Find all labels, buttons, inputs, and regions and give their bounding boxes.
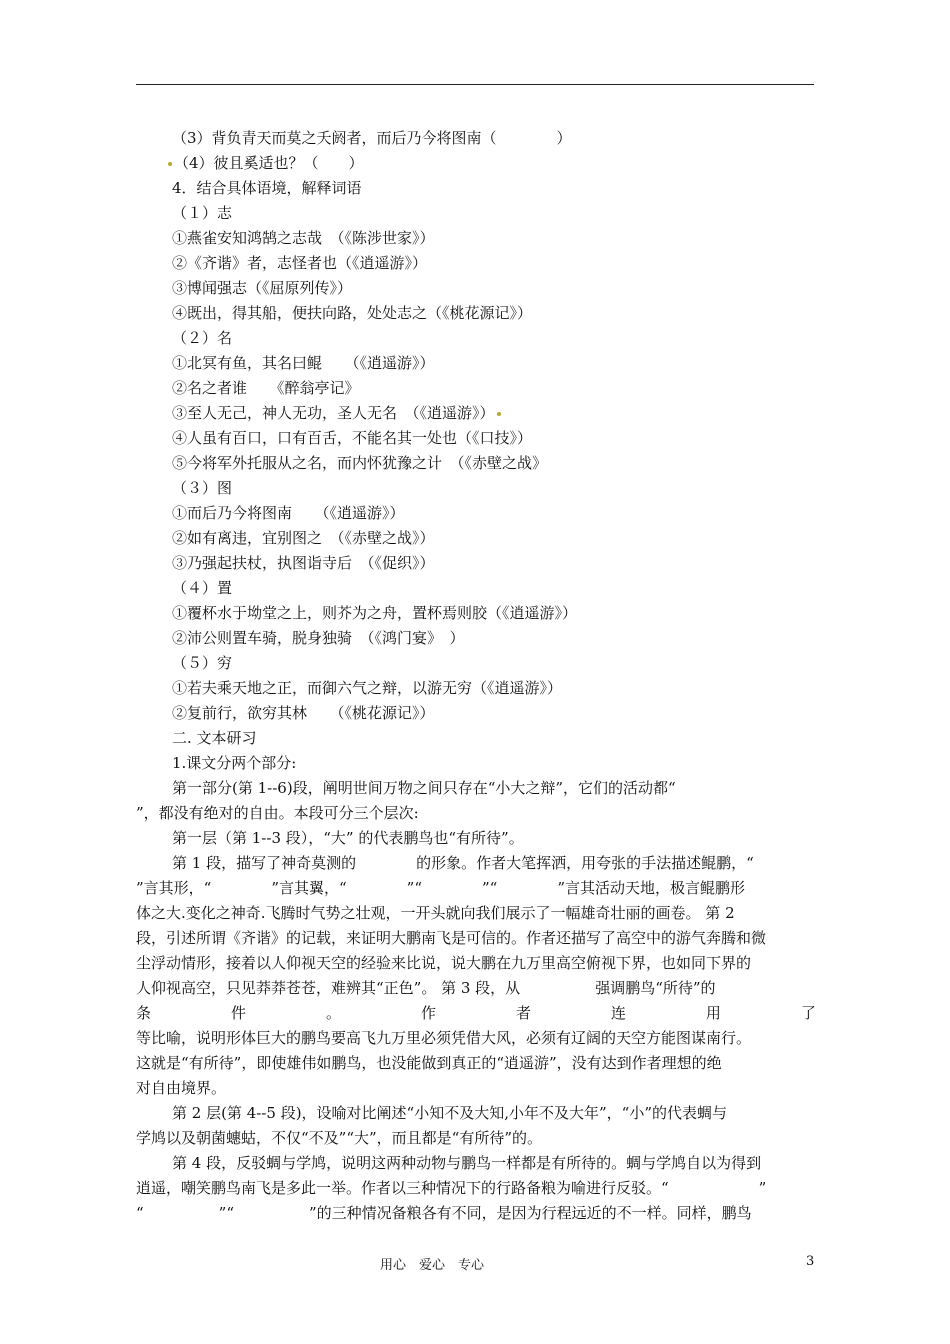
text-line: 第 2 层(第 4--5 段)，设喻对比阐述“小知不及大知,小年不及大年”，“小”的代表蜩与 <box>172 1104 727 1122</box>
text-line: ③博闻强志（《屈原列传》） <box>172 279 353 297</box>
text-span: ③至人无己，神人无功，圣人无名 （《逍遥游》） <box>172 404 495 422</box>
text-line: ①燕雀安知鸿鹄之志哉 （《陈涉世家》） <box>172 229 435 247</box>
text-line: ①北冥有鱼，其名曰鲲 （《逍遥游》） <box>172 354 435 372</box>
text-line: （１）志 <box>172 204 233 222</box>
text-line: ②沛公则置车骑，脱身独骑 （《鸿门宴》 ） <box>172 629 465 647</box>
section-heading: 二. 文本研习 <box>172 729 257 747</box>
text-line: 1.课文分两个部分: <box>172 754 297 772</box>
text-line: ②复前行，欲穷其林 （《桃花源记》） <box>172 704 435 722</box>
text-span: 件 <box>230 1004 246 1022</box>
spread-line <box>136 1001 816 1026</box>
text-line: 第一层（第 1--3 段），“大” 的代表鹏鸟也“有所待”。 <box>172 829 524 847</box>
text-line: 尘浮动情形，接着以人仰视天空的经验来比说，说大鹏在九万里高空俯视下界，也如同下界的 <box>136 954 752 972</box>
text-line: ②《齐谐》者，志怪者也（《逍遥游》） <box>172 254 428 272</box>
text-line: 第 4 段，反驳蜩与学鸠，说明这两种动物与鹏鸟一样都是有所待的。蜩与学鸠自以为得到 <box>172 1154 762 1172</box>
text-line: ”，都没有绝对的自由。本段可分三个层次: <box>136 804 419 822</box>
text-span: 用 <box>705 1004 721 1022</box>
text-line: 体之大.变化之神奇.飞腾时气势之壮观，一开头就向我们展示了一幅雄奇壮丽的画卷。 第 2 <box>136 904 735 922</box>
text-span: （4）彼且奚适也？（ ） <box>174 154 364 172</box>
text-line: ①而后乃今将图南 （《逍遥游》） <box>172 504 405 522</box>
mark-dot-icon <box>497 412 501 416</box>
text-span: 条 <box>136 1004 152 1022</box>
text-line: （４）置 <box>172 579 233 597</box>
text-line: 这就是“有所待”，即使雄伟如鹏鸟，也没能做到真正的“逍遥游”，没有达到作者理想的绝 <box>136 1054 722 1072</box>
text-line: ③乃强起扶杖，执图诣寺后 （《促织》） <box>172 554 435 572</box>
text-line: ②如有离违，宜别图之 （《赤壁之战》） <box>172 529 435 547</box>
text-line: ④既出，得其船，便扶向路，处处志之（《桃花源记》） <box>172 304 533 322</box>
text-line: （３）图 <box>172 479 233 497</box>
footer-text: 用心 爱心 专心 <box>380 1258 485 1273</box>
text-line: ②名之者谁 《醉翁亭记》 <box>172 379 360 397</box>
text-line: 人仰视高空，只见莽莽苍苍，难辨其“正色”。 第 3 段，从 强调鹏鸟“所待”的 <box>136 979 716 997</box>
text-line: ④人虽有百口，口有百舌，不能名其一处也（《口技》） <box>172 429 533 447</box>
page-number: 3 <box>806 1254 815 1269</box>
text-line: （２）名 <box>172 329 233 347</box>
text-line: ①若夫乘天地之正，而御六气之辩，以游无穷（《逍遥游》） <box>172 679 563 697</box>
text-line: （3）背负青天而莫之夭阏者，而后乃今将图南（ ） <box>172 129 572 147</box>
document-body <box>136 126 816 1226</box>
text-line: ⑤今将军外托服从之名，而内怀犹豫之计 （《赤壁之战》 <box>172 454 548 472</box>
text-line: 逍遥，嘲笑鹏鸟南飞是多此一举。作者以三种情况下的行路备粮为喻进行反驳。“ ” <box>136 1179 767 1197</box>
text-line: 第一部分(第 1--6)段，阐明世间万物之间只存在“小大之辩”，它们的活动都“ <box>172 779 676 797</box>
text-line: 等比喻，说明形体巨大的鹏鸟要高飞九万里必须凭借大风，必须有辽阔的天空方能图谋南行。 <box>136 1029 752 1047</box>
text-line: 学鸠以及朝菌蟪蛄，不仅“不及”“大”，而且都是“有所待”的。 <box>136 1129 543 1147</box>
text-line: “ ”“ ”的三种情况备粮各有不同，是因为行程远近的不一样。同样，鹏鸟 <box>136 1204 752 1222</box>
text-line: 4．结合具体语境，解释词语 <box>172 179 362 197</box>
text-span: 者 <box>515 1004 531 1022</box>
text-span: 连 <box>610 1004 626 1022</box>
text-line: 第 1 段，描写了神奇莫测的 的形象。作者大笔挥洒，用夸张的手法描述鲲鹏，“ <box>172 854 754 872</box>
text-line: （５）穷 <box>172 654 233 672</box>
text-line: 对自由境界。 <box>136 1079 227 1097</box>
text-line: ①覆杯水于坳堂之上，则芥为之舟，置杯焉则胶（《逍遥游》） <box>172 604 578 622</box>
text-span: 。 <box>325 1004 341 1022</box>
text-span: 作 <box>420 1004 436 1022</box>
text-line: ”言其形，“ ”言其翼，“ ”“ ”“ ”言其活动天地，极言鲲鹏形 <box>136 879 746 897</box>
text-line <box>136 151 816 176</box>
text-line <box>136 401 816 426</box>
text-span: 了 <box>800 1004 816 1022</box>
header-rule <box>136 84 814 85</box>
mark-dot-icon <box>168 162 172 166</box>
text-line: 段，引述所谓《齐谐》的记载，来证明大鹏南飞是可信的。作者还描写了高空中的游气奔腾和微 <box>136 929 767 947</box>
